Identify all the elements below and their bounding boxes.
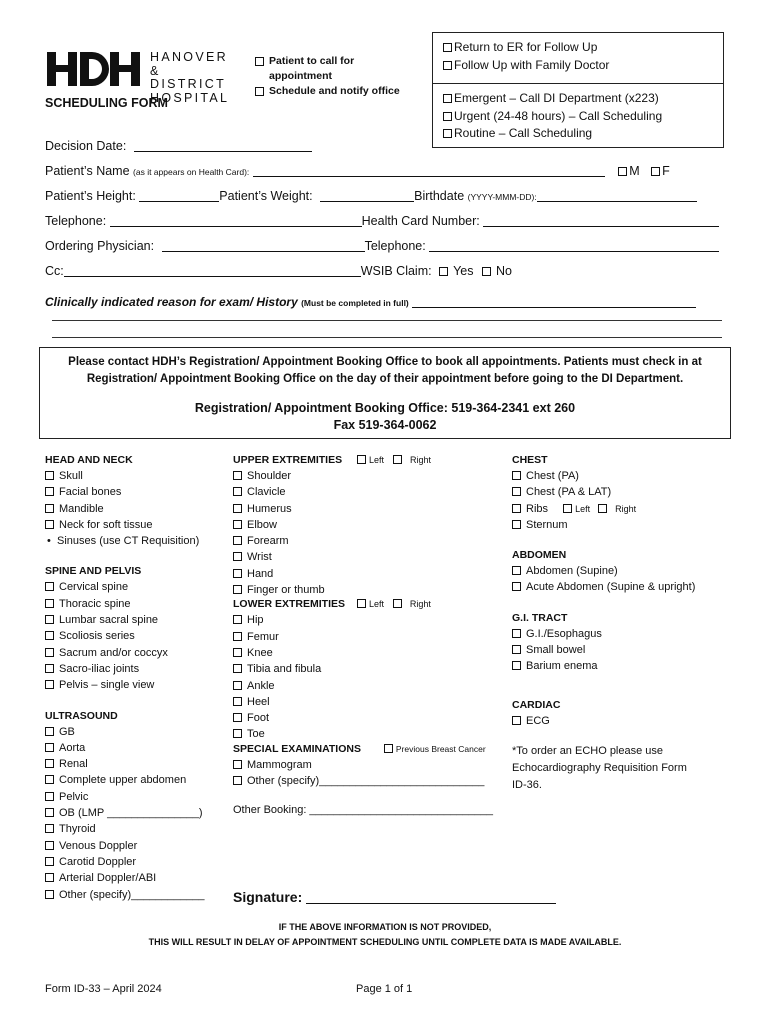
checkbox[interactable] — [233, 648, 242, 657]
lower-left-option[interactable]: Left — [357, 599, 384, 609]
exam-option[interactable]: Hand — [233, 566, 503, 582]
checkbox[interactable] — [45, 743, 54, 752]
exam-option[interactable]: Ankle — [233, 678, 503, 694]
exam-option[interactable]: Other (specify)___________________________ — [233, 773, 503, 789]
footer-warning: IF THE ABOVE INFORMATION IS NOT PROVIDED, THIS WILL RESULT IN DELAY OF APPOINTMENT SCHEDULING UNTIL COMPLETE DATA IS MADE AVAILABLE. — [148, 922, 622, 947]
ultrasound-title: ULTRASOUND — [45, 709, 118, 722]
exam-option[interactable]: Venous Doppler — [45, 838, 225, 854]
checkbox[interactable] — [357, 455, 366, 464]
checkbox[interactable] — [233, 504, 242, 513]
height-field[interactable] — [139, 191, 219, 202]
checkbox[interactable] — [45, 648, 54, 657]
echo-note: *To order an ECHO please use Echocardiography Requisition Form ID-36. — [512, 744, 687, 791]
exam-option[interactable]: Clavicle — [233, 484, 503, 500]
telephone-row: Telephone: Health Card Number: — [45, 214, 719, 228]
checkbox[interactable] — [598, 504, 607, 513]
exam-option[interactable]: Arterial Doppler/ABI — [45, 870, 225, 886]
lower-extremities-title: LOWER EXTREMITIES Left Right — [233, 598, 431, 611]
checkbox[interactable] — [233, 552, 242, 561]
checkbox[interactable] — [512, 566, 521, 575]
height-weight-row: Patient’s Height: Patient’s Weight: Birthdate (YYYY-MMM-DD): — [45, 189, 697, 203]
checkbox[interactable] — [45, 615, 54, 624]
exam-option[interactable]: Acute Abdomen (Supine & upright) — [512, 579, 727, 595]
checkbox[interactable] — [443, 112, 452, 121]
checkbox[interactable] — [45, 664, 54, 673]
checkbox[interactable] — [233, 713, 242, 722]
column-2 — [233, 454, 503, 819]
checkbox[interactable] — [512, 661, 521, 670]
exam-option[interactable]: Mammogram — [233, 757, 503, 773]
checkbox[interactable] — [233, 615, 242, 624]
checkbox[interactable] — [45, 824, 54, 833]
exam-option[interactable]: Pelvic — [45, 789, 225, 805]
bullet-icon: • — [47, 535, 51, 548]
exam-option[interactable]: Other (specify)____________ — [45, 887, 225, 903]
reason-field[interactable] — [412, 297, 696, 308]
checkbox[interactable] — [357, 599, 366, 608]
physician-telephone-field[interactable] — [429, 241, 719, 252]
reason-line[interactable] — [52, 337, 722, 338]
exam-option[interactable]: Heel — [233, 694, 503, 710]
checkbox[interactable] — [255, 57, 264, 66]
logo-name-line: HOSPITAL — [150, 90, 230, 105]
exam-option[interactable]: Tibia and fibula — [233, 661, 503, 677]
checkbox[interactable] — [512, 520, 521, 529]
sex-m-option[interactable]: M — [618, 164, 639, 178]
head-neck-title: HEAD AND NECK — [45, 454, 133, 466]
checkbox[interactable] — [45, 759, 54, 768]
checkbox[interactable] — [45, 520, 54, 529]
checkbox[interactable] — [233, 536, 242, 545]
checkbox[interactable] — [443, 94, 452, 103]
exam-option[interactable]: Mandible — [45, 501, 225, 517]
form-title: SCHEDULING FORM — [45, 96, 168, 110]
lower-right-option[interactable]: Right — [393, 599, 431, 609]
exam-option[interactable]: Chest (PA & LAT) — [512, 484, 727, 500]
exam-option[interactable]: ECG — [512, 713, 727, 729]
checkbox[interactable] — [45, 582, 54, 591]
exam-option[interactable]: Carotid Doppler — [45, 854, 225, 870]
checkbox[interactable] — [512, 504, 521, 513]
signature-row: Signature: — [233, 889, 556, 905]
wsib-no-option[interactable]: No — [482, 264, 512, 278]
checkbox[interactable] — [512, 471, 521, 480]
checkbox[interactable] — [45, 727, 54, 736]
cc-field[interactable] — [64, 266, 361, 277]
checkbox[interactable] — [443, 61, 452, 70]
column-1 — [45, 454, 225, 903]
ribs-right-option[interactable]: Right — [598, 504, 636, 514]
checkbox[interactable] — [233, 664, 242, 673]
cardiac-title: CARDIAC — [512, 698, 561, 711]
special-exams-title: SPECIAL EXAMINATIONS Previous Breast Cancer — [233, 742, 486, 755]
checkbox[interactable] — [233, 487, 242, 496]
exam-option[interactable]: Neck for soft tissue — [45, 517, 225, 533]
routine-option[interactable]: Routine – Call Scheduling — [443, 125, 662, 143]
cc-wsib-row: Cc: WSIB Claim: Yes No — [45, 264, 512, 278]
exam-option[interactable]: Finger or thumb — [233, 582, 503, 598]
weight-field[interactable] — [320, 191, 414, 202]
checkbox[interactable] — [233, 681, 242, 690]
checkbox[interactable] — [45, 808, 54, 817]
exam-option[interactable]: Foot — [233, 710, 503, 726]
exam-option[interactable]: Wrist — [233, 549, 503, 565]
exam-option[interactable]: Facial bones — [45, 484, 225, 500]
signature-field[interactable] — [306, 890, 556, 904]
wsib-yes-option[interactable]: Yes — [439, 264, 473, 278]
checkbox[interactable] — [45, 841, 54, 850]
checkbox[interactable] — [482, 267, 491, 276]
exam-option[interactable]: Hip — [233, 612, 503, 628]
checkbox[interactable] — [45, 487, 54, 496]
patient-options — [255, 54, 405, 99]
logo-name-line: HANOVER & — [150, 50, 228, 78]
exam-option[interactable]: G.I./Esophagus — [512, 626, 727, 642]
exam-option[interactable]: Shoulder — [233, 468, 503, 484]
exam-option[interactable]: Thoracic spine — [45, 596, 225, 612]
exam-option[interactable]: Sacro-iliac joints — [45, 661, 225, 677]
checkbox[interactable] — [393, 599, 402, 608]
checkbox[interactable] — [45, 599, 54, 608]
checkbox[interactable] — [233, 760, 242, 769]
checkbox[interactable] — [618, 167, 627, 176]
emergent-option[interactable]: Emergent – Call DI Department (x223) — [443, 90, 662, 108]
checkbox[interactable] — [384, 744, 393, 753]
checkbox[interactable] — [45, 873, 54, 882]
page-number: Page 1 of 1 — [356, 983, 413, 995]
checkbox[interactable] — [45, 890, 54, 899]
exam-option[interactable]: Aorta — [45, 740, 225, 756]
checkbox[interactable] — [233, 632, 242, 641]
return-er-option[interactable]: Return to ER for Follow Up — [443, 39, 609, 57]
exam-option[interactable]: Sacrum and/or coccyx — [45, 645, 225, 661]
patient-name-field[interactable] — [253, 166, 605, 177]
upper-left-option[interactable]: Left — [357, 455, 384, 465]
exam-option[interactable]: Thyroid — [45, 821, 225, 837]
reason-row: Clinically indicated reason for exam/ History (Must be completed in full) — [45, 295, 696, 309]
checkbox[interactable] — [45, 680, 54, 689]
physician-row: Ordering Physician: Telephone: — [45, 239, 719, 253]
checkbox[interactable] — [233, 729, 242, 738]
checkbox[interactable] — [512, 716, 521, 725]
sex-f-option[interactable]: F — [651, 164, 670, 178]
ribs-option[interactable]: Ribs Left Right — [512, 501, 727, 517]
previous-breast-cancer-option[interactable]: Previous Breast Cancer — [384, 744, 486, 754]
follow-up-doctor-option[interactable]: Follow Up with Family Doctor — [443, 57, 609, 75]
exam-option[interactable]: Sternum — [512, 517, 727, 533]
checkbox[interactable] — [45, 792, 54, 801]
telephone-field[interactable] — [110, 216, 362, 227]
exam-option[interactable]: Chest (PA) — [512, 468, 727, 484]
reason-line[interactable] — [52, 320, 722, 321]
exam-option[interactable]: Skull — [45, 468, 225, 484]
checkbox[interactable] — [233, 697, 242, 706]
checkbox[interactable] — [512, 645, 521, 654]
checkbox[interactable] — [255, 87, 264, 96]
schedule-notify-option[interactable]: Schedule and notify office — [255, 84, 405, 99]
other-booking-field[interactable]: Other Booking: ______________________________ — [233, 804, 493, 817]
abdomen-title: ABDOMEN — [512, 549, 567, 562]
exam-option[interactable]: Pelvis – single view — [45, 677, 225, 693]
exam-option[interactable]: Complete upper abdomen — [45, 772, 225, 788]
hdh-logo-mark — [47, 48, 143, 90]
checkbox[interactable] — [439, 267, 448, 276]
exam-option[interactable]: Knee — [233, 645, 503, 661]
column-3 — [512, 454, 727, 794]
exam-option[interactable]: Toe — [233, 726, 503, 742]
checkbox[interactable] — [563, 504, 572, 513]
patient-name-row: Patient’s Name (as it appears on Health Card): M F — [45, 164, 670, 178]
checkbox[interactable] — [393, 455, 402, 464]
upper-right-option[interactable]: Right — [393, 455, 431, 465]
checkbox[interactable] — [45, 857, 54, 866]
sinuses-note: • Sinuses (use CT Requisition) — [45, 533, 225, 549]
decision-date-field[interactable] — [134, 141, 312, 152]
checkbox[interactable] — [233, 471, 242, 480]
ordering-physician-field[interactable] — [162, 241, 365, 252]
chest-title: CHEST — [512, 454, 548, 466]
birthdate-field[interactable] — [537, 191, 697, 202]
gi-tract-title: G.I. TRACT — [512, 611, 568, 624]
exam-option[interactable]: Humerus — [233, 501, 503, 517]
form-id: Form ID-33 – April 2024 — [45, 983, 162, 995]
checkbox[interactable] — [233, 776, 242, 785]
ribs-left-option[interactable]: Left — [563, 504, 590, 514]
checkbox[interactable] — [443, 43, 452, 52]
checkbox[interactable] — [512, 487, 521, 496]
checkbox[interactable] — [233, 569, 242, 578]
checkbox[interactable] — [45, 504, 54, 513]
exam-option[interactable]: GB — [45, 724, 225, 740]
exam-option[interactable]: Barium enema — [512, 658, 727, 674]
exam-option[interactable]: Small bowel — [512, 642, 727, 658]
followup-box — [432, 32, 724, 148]
exam-option[interactable]: Lumbar sacral spine — [45, 612, 225, 628]
exam-option[interactable]: Femur — [233, 629, 503, 645]
decision-date-row: Decision Date: — [45, 139, 312, 153]
exam-option[interactable]: Cervical spine — [45, 579, 225, 595]
checkbox[interactable] — [512, 629, 521, 638]
checkbox[interactable] — [45, 471, 54, 480]
health-card-field[interactable] — [483, 216, 719, 227]
patient-to-call-option[interactable]: Patient to call for appointment — [255, 54, 405, 84]
checkbox[interactable] — [233, 585, 242, 594]
urgent-option[interactable]: Urgent (24-48 hours) – Call Scheduling — [443, 108, 662, 126]
upper-extremities-title: UPPER EXTREMITIES Left Right — [233, 454, 431, 466]
checkbox[interactable] — [45, 775, 54, 784]
exam-option[interactable]: Scoliosis series — [45, 628, 225, 644]
checkbox[interactable] — [45, 631, 54, 640]
exam-option[interactable]: Renal — [45, 756, 225, 772]
exam-option[interactable]: Elbow — [233, 517, 503, 533]
exam-option[interactable]: OB (LMP _______________) — [45, 805, 225, 821]
booking-notice: Please contact HDH’s Registration/ Appointment Booking Office to book all appointments. Patients must check in at Registration/ Appointment Booking Office on the day of their appointment before going to the DI Department. Registration/ Appointment Booking Office: 519-364-2341 ext 260 Fax 519-364-0062 — [39, 347, 731, 439]
exam-option[interactable]: Abdomen (Supine) — [512, 563, 727, 579]
exam-option[interactable]: Forearm — [233, 533, 503, 549]
checkbox[interactable] — [512, 582, 521, 591]
logo-name-line: DISTRICT — [150, 77, 227, 91]
spine-pelvis-title: SPINE AND PELVIS — [45, 565, 142, 578]
checkbox[interactable] — [651, 167, 660, 176]
checkbox[interactable] — [443, 129, 452, 138]
checkbox[interactable] — [233, 520, 242, 529]
